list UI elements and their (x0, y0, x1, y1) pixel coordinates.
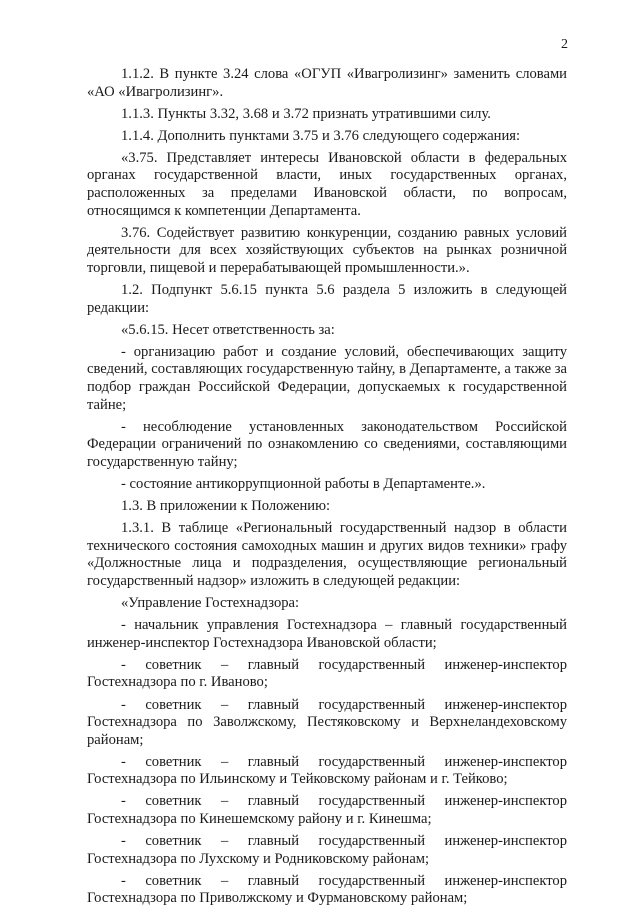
list-item-advisor-ilyinsky: - советник – главный государственный инженер-инспектор Гостехнадзора по Ильинскому и Тейковскому районам и г. Тейково; (87, 753, 567, 788)
list-item-anticorruption: - состояние антикоррупционной работы в Департаменте.». (121, 475, 486, 492)
paragraph-5-6-15: «5.6.15. Несет ответственность за: (121, 321, 335, 338)
list-item-advisor-privolzhsky: - советник – главный государственный инженер-инспектор Гостехнадзора по Приволжскому и Фурмановскому районам; (87, 872, 567, 907)
paragraph-1-1-2: 1.1.2. В пункте 3.24 слова «ОГУП «Ивагролизинг» заменить словами «АО «Ивагролизинг». (87, 66, 567, 100)
list-item-advisor-lukhsky: - советник – главный государственный инженер-инспектор Гостехнадзора по Лухскому и Родниковскому районам; (87, 833, 567, 867)
paragraph-1-1-4: 1.1.4. Дополнить пунктами 3.75 и 3.76 следующего содержания: (121, 127, 521, 144)
list-item-advisor-ivanovo: - советник – главный государственный инженер-инспектор Гостехнадзора по г. Иваново; (87, 656, 567, 691)
page-number: 2 (561, 37, 568, 52)
paragraph-1-1-3: 1.1.3. Пункты 3.32, 3.68 и 3.72 признать утратившими силу. (121, 105, 491, 122)
heading-gostekhnadzor: «Управление Гостехнадзора: (121, 595, 300, 612)
document-body (87, 66, 567, 913)
paragraph-3-76: 3.76. Содействует развитию конкуренции, созданию равных условий деятельности для всех хозяйствующих субъектов на рынках розничной торговли, пищевой и перерабатывающей промышленности.». (87, 224, 567, 276)
paragraph-1-2: 1.2. Подпункт 5.6.15 пункта 5.6 раздела 5 изложить в следующей редакции: (87, 282, 567, 316)
list-item-advisor-zavolzhsky: - советник – главный государственный инженер-инспектор Гостехнадзора по Заволжскому, Пестяковскому и Верхнеландеховскому районам; (87, 696, 567, 748)
paragraph-3-75: «3.75. Представляет интересы Ивановской области в федеральных органах государственной власти, иных государственных органах, расположенных за пределами Ивановской области, по вопросам, относящимся к компетенции Департамента. (87, 149, 567, 219)
paragraph-1-3-1: 1.3.1. В таблице «Региональный государственный надзор в области технического состояния самоходных машин и других видов техники» графу «Должностные лица и подразделения, осуществляющие региональный государственный надзор» изложить в следующей редакции: (87, 520, 567, 589)
paragraph-1-3: 1.3. В приложении к Положению: (121, 498, 331, 515)
list-item-access-restrictions: - несоблюдение установленных законодательством Российской Федерации ограничений по ознакомлению со сведениями, составляющими государственную тайну; (87, 418, 567, 470)
list-item-head-of-department: - начальник управления Гостехнадзора – главный государственный инженер-инспектор Гостехнадзора Ивановской области; (87, 617, 567, 651)
list-item-secrecy-protection: - организацию работ и создание условий, обеспечивающих защиту сведений, составляющих государственную тайну, в Департаменте, а также за подбор граждан Российской Федерации, допускаемых к государственной тайне; (87, 343, 567, 413)
list-item-advisor-kineshma: - советник – главный государственный инженер-инспектор Гостехнадзора по Кинешемскому району и г. Кинешма; (87, 793, 567, 828)
